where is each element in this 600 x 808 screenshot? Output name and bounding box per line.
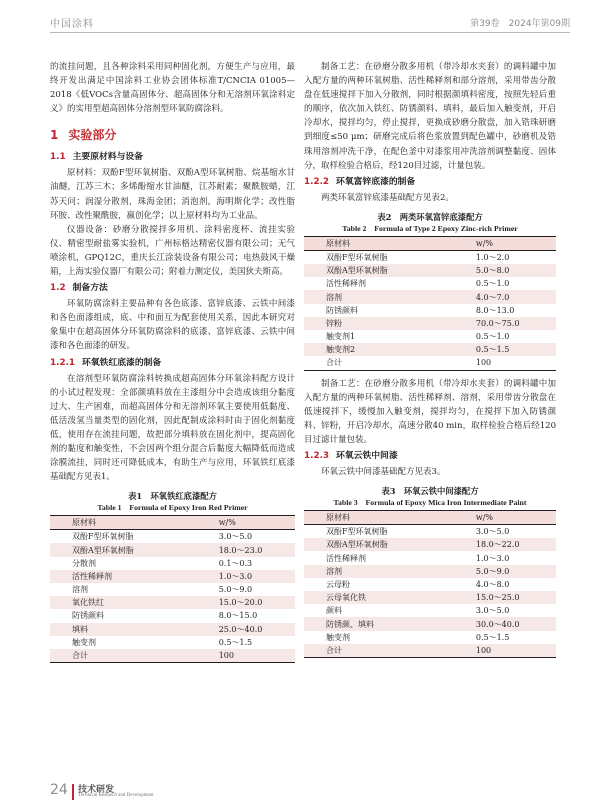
material-cell: 双酚F型环氧树脂 <box>326 527 388 537</box>
mass-fraction-cell: 25.0～40.0 <box>161 623 295 636</box>
table-2 <box>304 236 556 371</box>
material-cell: 活性稀释剂 <box>50 570 161 583</box>
table-row <box>304 578 556 591</box>
mass-fraction-cell: 8.0～13.0 <box>475 305 515 315</box>
material-cell: 活性稀释剂 <box>326 279 366 289</box>
method-paragraph: 环氧防腐涂料主要品种有各色底漆、富锌底漆、云铁中间漆和各色面漆组成，底、中和面互为配套使用关系，因此本研究对象集中在超高固体分环氧防腐涂料的底漆、富锌底漆、云铁中间漆和各色面漆的研发。 <box>50 299 295 352</box>
material-cell: 合计 <box>304 356 418 370</box>
material-cell: 双酚F型环氧树脂 <box>72 532 134 542</box>
section-number: 1 <box>50 128 59 143</box>
material-cell: 溶剂 <box>72 585 88 595</box>
section-1-heading <box>50 126 295 143</box>
mass-fraction-cell: 4.0～8.0 <box>475 579 510 589</box>
mass-fraction-cell: 100 <box>418 356 556 370</box>
material-cell: 活性稀释剂 <box>326 553 366 563</box>
material-cell: 颜料 <box>326 606 342 616</box>
process-1-paragraph: 制备工艺：在砂磨分散多用机（带冷却水夹套）的调料罐中加入配方量的两种环氧树脂、活性稀释剂和部分溶剂，采用带齿分散盘在低速搅拌下加入分散剂，同时根据颜填料密度，按照先轻后重的顺序，依次加入铁红、防锈颜料、填料，最后加入触变剂，开启冷却水，搅拌均匀，停止搅拌，更换成砂磨分散盘，加入锆珠研磨到细度≤50 μm；研磨完成后将色浆放置到配色罐中，砂磨机及锆珠用溶剂冲洗干净，在配色釜中对漆浆用冲洗溶剂调整黏度、固体分，取样检验合格后，经120目过滤，计量包装。 <box>304 62 556 171</box>
table-row <box>304 356 556 370</box>
table-row <box>50 623 295 636</box>
primer-paragraph: 在溶剂型环氧防腐涂料转换成超高固体分环氧涂料配方设计的小试过程发现：全部颜填料放在主漆组分中会造成该组分黏度过大、生产困难，而超高固体分和无溶剂环氧主要使用低黏度、低活泼氢当量类型的固化剂，因此配制成涂料时由于固化剂黏度低，使用存在流挂问题，故把部分填料放在固化剂中，提高固化剂的黏度和触变性，不会因两个组分混合后黏度大幅降低而造成涂膜流挂，同时还可降低成本，有助生产与应用，环氧铁红底漆基础配方见表1。 <box>50 373 295 483</box>
table-1-caption: 表1 环氧铁红底漆配方 <box>128 491 217 502</box>
material-cell: 锌粉 <box>304 317 418 330</box>
table-row <box>50 636 295 649</box>
left-column <box>50 60 295 663</box>
material-cell: 双酚A型环氧树脂 <box>50 543 161 556</box>
table-row <box>304 277 556 290</box>
table-row <box>304 330 556 343</box>
table-3-caption: 表3 环氧云铁中间漆配方 <box>381 486 479 497</box>
material-cell: 触变剂 <box>72 637 96 647</box>
section-number: 1.2 <box>50 283 66 294</box>
magazine-section-en: Technical Research and Development <box>78 793 154 798</box>
table-row <box>50 609 295 622</box>
table-row <box>50 530 295 544</box>
mass-fraction-cell: 5.0～8.0 <box>418 264 556 277</box>
material-cell: 云母氧化铁 <box>304 591 418 604</box>
material-cell: 云母粉 <box>326 579 350 589</box>
column-header-mass-fraction: w/% <box>418 236 556 250</box>
material-cell: 氧化铁红 <box>50 596 161 609</box>
process-2-paragraph: 制备工艺：在砂磨分散多用机（带冷却水夹套）的调料罐中加入配方量的两种环氧树脂、活性稀释剂、溶剂，采用带齿分散盘在低速搅拌下，缓慢加入触变剂，搅拌均匀，在搅拌下加入防锈颜料、锌粉，开启冷却水，高速分散40 min，取样检验合格后经120目过滤计量包装。 <box>304 378 556 445</box>
section-title: 环氧铁红底漆的制备 <box>82 357 162 368</box>
table-row <box>50 583 295 596</box>
material-cell: 双酚F型环氧树脂 <box>326 252 388 262</box>
section-number: 1.2.3 <box>304 451 330 461</box>
mass-fraction-cell: 1.0～2.0 <box>475 252 510 262</box>
section-title: 实验部分 <box>68 128 117 143</box>
mass-fraction-cell: 5.0～9.0 <box>418 565 556 578</box>
mass-fraction-cell: 0.5～1.0 <box>475 279 510 289</box>
material-cell: 双酚A型环氧树脂 <box>304 538 418 551</box>
footer-divider <box>72 784 74 800</box>
mass-fraction-cell: 5.0～9.0 <box>218 585 253 595</box>
table-row <box>304 343 556 356</box>
section-1-1-heading <box>50 151 295 164</box>
section-number: 1.2.2 <box>304 176 330 187</box>
material-cell: 防锈颜料 <box>72 611 104 621</box>
material-cell: 触变剂 <box>326 632 350 642</box>
table-row <box>304 317 556 330</box>
mass-fraction-cell: 18.0～22.0 <box>418 538 556 551</box>
table-row <box>304 538 556 551</box>
table-row <box>304 304 556 317</box>
mass-fraction-cell: 18.0～23.0 <box>161 543 295 556</box>
material-cell: 溶剂 <box>304 290 418 303</box>
table-row <box>304 264 556 277</box>
material-cell: 分散剂 <box>72 558 96 568</box>
page-number: 24 <box>50 782 68 798</box>
table-row <box>50 649 295 663</box>
mica-paragraph: 环氧云铁中间漆基础配方见表3。 <box>321 467 446 477</box>
column-header-material: 原材料 <box>304 511 418 525</box>
section-1-2-1-heading <box>50 357 295 370</box>
mass-fraction-cell: 70.0～75.0 <box>418 317 556 330</box>
section-title: 环氧富锌底漆的制备 <box>336 176 416 187</box>
material-cell: 双酚A型环氧树脂 <box>304 264 418 277</box>
table-row <box>304 644 556 658</box>
intro-paragraph: 的流挂问题，且各种涂料采用同种固化剂，方便生产与应用，最终开发出满足中国涂料工业协会团体标准T/CNCIA 01005—2018《低VOCs含量高固体分、超高固体分和无溶剂环氧涂料定义》的实用型超高固体分溶剂型环氧防腐涂料。 <box>50 62 295 115</box>
table-row <box>50 557 295 570</box>
table-row <box>304 617 556 630</box>
running-header <box>50 12 570 33</box>
material-cell: 合计 <box>50 649 161 663</box>
equipment-paragraph: 仪器设备：砂磨分散搅拌多用机、涂料密度杯、流挂实验仪、精密型耐盐雾实验机，广州标格达精密仪器有限公司；无气喷涂机，GPQ12C，重庆长江涂装设备有限公司；电热鼓风干燥箱，上海实验仪器厂有限公司；附着力测定仪，美国狄夫斯高。 <box>50 224 295 278</box>
mass-fraction-cell: 15.0～25.0 <box>418 591 556 604</box>
mass-fraction-cell: 3.0～5.0 <box>475 606 510 616</box>
table-row <box>304 551 556 564</box>
table-3 <box>304 510 556 658</box>
table-row <box>304 290 556 303</box>
mass-fraction-cell: 4.0～7.0 <box>418 290 556 303</box>
section-1-2-2-heading <box>304 176 556 189</box>
mass-fraction-cell: 8.0～15.0 <box>218 611 258 621</box>
section-title: 主要原材料与设备 <box>72 152 143 163</box>
material-cell: 合计 <box>304 644 418 658</box>
table-1 <box>50 515 295 663</box>
section-number: 1.1 <box>50 152 66 163</box>
section-number: 1.2.1 <box>50 357 76 368</box>
table-row <box>50 543 295 556</box>
column-header-material: 原材料 <box>50 516 161 530</box>
material-cell: 防锈颜、填料 <box>304 617 418 630</box>
mass-fraction-cell: 30.0～40.0 <box>418 617 556 630</box>
section-title: 制备方法 <box>72 283 108 294</box>
material-cell: 填料 <box>50 623 161 636</box>
zinc-primer-paragraph: 两类环氧富锌底漆基础配方见表2。 <box>321 192 454 203</box>
mass-fraction-cell: 1.0～3.0 <box>475 553 510 563</box>
material-cell: 溶剂 <box>304 565 418 578</box>
journal-name: 中国涂料 <box>50 19 94 30</box>
table-1-caption-en: Table 1 Formula of Epoxy Iron Red Primer <box>97 503 248 513</box>
table-row <box>304 604 556 617</box>
mass-fraction-cell: 0.1～0.3 <box>218 558 253 568</box>
material-cell: 触变剂1 <box>326 332 356 342</box>
mass-fraction-cell: 100 <box>418 644 556 658</box>
table-row <box>304 525 556 539</box>
column-header-material: 原材料 <box>304 236 418 250</box>
table-row <box>50 570 295 583</box>
magazine-section: 技术研发 <box>78 785 115 795</box>
section-1-2-3-heading <box>304 450 556 463</box>
column-header-mass-fraction: w/% <box>161 516 295 530</box>
issue-info: 第39卷 2024年第09期 <box>470 19 570 29</box>
table-row <box>304 565 556 578</box>
table-row <box>304 591 556 604</box>
mass-fraction-cell: 0.5～1.5 <box>475 632 510 642</box>
mass-fraction-cell: 15.0～20.0 <box>161 596 295 609</box>
mass-fraction-cell: 3.0～5.0 <box>475 527 510 537</box>
table-row <box>304 250 556 264</box>
materials-paragraph: 原材料：双酚F型环氧树脂、双酚A型环氧树脂、烷基缩水甘油醚，江苏三木；多烯酚缩水甘油醚，江苏耐素；聚酰胺蜡，江苏天问；润湿分散剂，珠海金团；消泡剂，海明斯化学；改性脂环胺、改性聚酰胺，嬴创化学；以上原材料均为工业品。 <box>50 168 295 221</box>
mass-fraction-cell: 0.5～1.5 <box>418 343 556 356</box>
table-2-caption: 表2 两类环氧富锌底漆配方 <box>377 211 483 222</box>
section-title: 环氧云铁中间漆 <box>336 451 398 461</box>
table-3-caption-en: Table 3 Formula of Epoxy Mica Iron Intermediate Paint <box>333 498 527 508</box>
mass-fraction-cell: 1.0～3.0 <box>161 570 295 583</box>
mass-fraction-cell: 0.5～1.5 <box>218 637 253 647</box>
mass-fraction-cell: 0.5～1.0 <box>475 332 510 342</box>
mass-fraction-cell: 3.0～5.0 <box>218 532 253 542</box>
mass-fraction-cell: 100 <box>161 649 295 663</box>
table-row <box>304 631 556 644</box>
right-column <box>304 60 556 658</box>
material-cell: 防锈颜料 <box>326 305 358 315</box>
table-row <box>50 596 295 609</box>
material-cell: 触变剂2 <box>304 343 418 356</box>
column-header-mass-fraction: w/% <box>418 511 556 525</box>
table-2-caption-en: Table 2 Formula of Type 2 Epoxy Zinc-rich Primer <box>342 223 518 233</box>
section-1-2-heading <box>50 282 295 295</box>
